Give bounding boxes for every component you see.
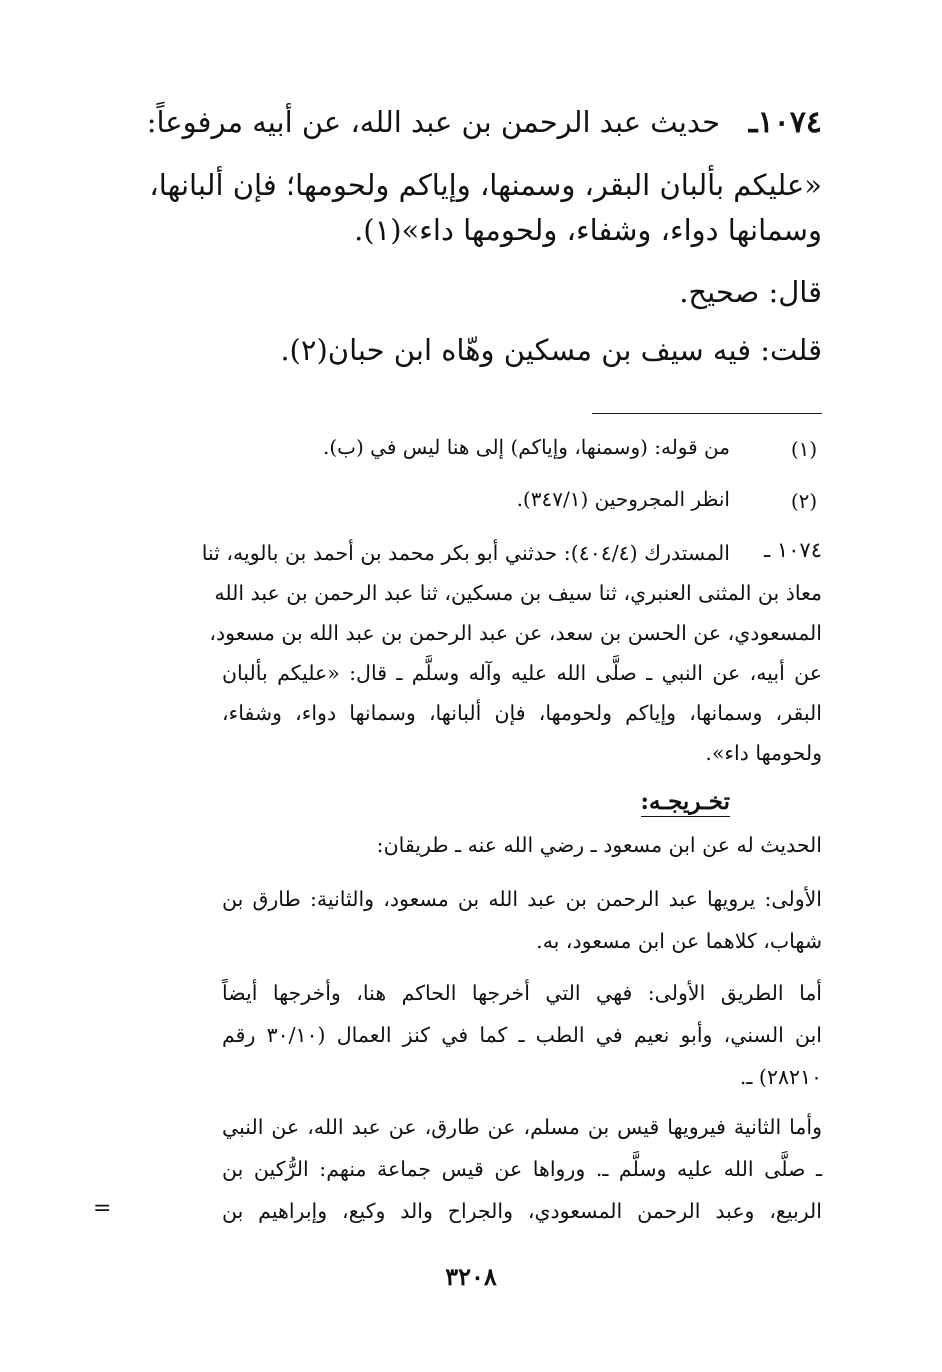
paragraph-line: الأولى: يرويها عبد الرحمن بن عبد الله بن مسعود، والثانية: طارق بن xyxy=(222,887,822,911)
footnote-number: (٢) xyxy=(790,489,818,513)
hadith-heading: حديث عبد الرحمن بن عبد الله، عن أبيه مرفوعاً: xyxy=(146,105,720,139)
commentary-number: ١٠٧٤ ـ xyxy=(764,538,822,562)
page-number: ٣٢٠٨ xyxy=(445,1262,497,1291)
paragraph-line: الربيع، وعبد الرحمن المسعودي، والجراح والد وكيع، وإبراهيم بن xyxy=(222,1199,822,1223)
takhrij-intro: الحديث له عن ابن مسعود ـ رضي الله عنه ـ طريقان: xyxy=(376,833,822,857)
paragraph-line: ابن السني، وأبو نعيم في الطب ـ كما في كنز العمال (٣٠/١٠ رقم xyxy=(222,1023,823,1047)
footnote-divider xyxy=(592,413,822,414)
footnote-text: من قوله: (وسمنها، وإياكم) إلى هنا ليس في (ب). xyxy=(323,435,730,459)
commentary-line: البقر، وسمانها، وإياكم ولحومها، فإن ألبانها، وسمانها دواء، وشفاء، xyxy=(222,701,822,725)
hadith-qal: قال: صحيح. xyxy=(679,275,822,309)
takhrij-heading: تخـريجـه: xyxy=(640,788,730,815)
commentary-line: المسعودي، عن الحسن بن سعد، عن عبد الرحمن بن عبد الله بن مسعود، xyxy=(209,621,822,645)
paragraph-line: وأما الثانية فيرويها قيس بن مسلم، عن طارق، عن عبد الله، عن النبي xyxy=(222,1115,822,1139)
hadith-number: ١٠٧٤ـ xyxy=(748,105,822,140)
paragraph-line: شهاب، كلاهما عن ابن مسعود، به. xyxy=(536,929,822,953)
footnote-number: (١) xyxy=(790,437,818,461)
continuation-mark: = xyxy=(93,1196,112,1221)
footnote-text: انظر المجروحين (٣٤٧/١). xyxy=(516,487,730,511)
paragraph-line: أما الطريق الأولى: فهي التي أخرجها الحاكم هنا، وأخرجها أيضاً xyxy=(222,981,822,1005)
hadith-text-line-1: «عليكم بألبان البقر، وسمنها، وإياكم ولحومها؛ فإن ألبانها، xyxy=(149,168,822,202)
hadith-qultu: قلت: فيه سيف بن مسكين وهّاه ابن حبان(٢). xyxy=(280,333,822,367)
commentary-line: المستدرك (٤٠٤/٤): حدثني أبو بكر محمد بن أحمد بن بالويه، ثنا xyxy=(201,541,730,565)
commentary-line: عن أبيه، عن النبي ـ صلَّى الله عليه وآله وسلَّم ـ قال: «عليكم بألبان xyxy=(222,661,822,685)
paragraph-line: ـ صلَّى الله عليه وسلَّم ـ. ورواها عن قيس جماعة منهم: الرُّكين بن xyxy=(222,1157,822,1181)
commentary-line: معاذ بن المثنى العنبري، ثنا سيف بن مسكين، ثنا عبد الرحمن بن عبد الله xyxy=(214,581,822,605)
paragraph-line: ٢٨٢١٠) ـ. xyxy=(739,1065,822,1089)
commentary-line: ولحومها داء». xyxy=(705,741,822,765)
hadith-text-line-2: وسمانها دواء، وشفاء، ولحومها داء»(١). xyxy=(354,213,822,247)
